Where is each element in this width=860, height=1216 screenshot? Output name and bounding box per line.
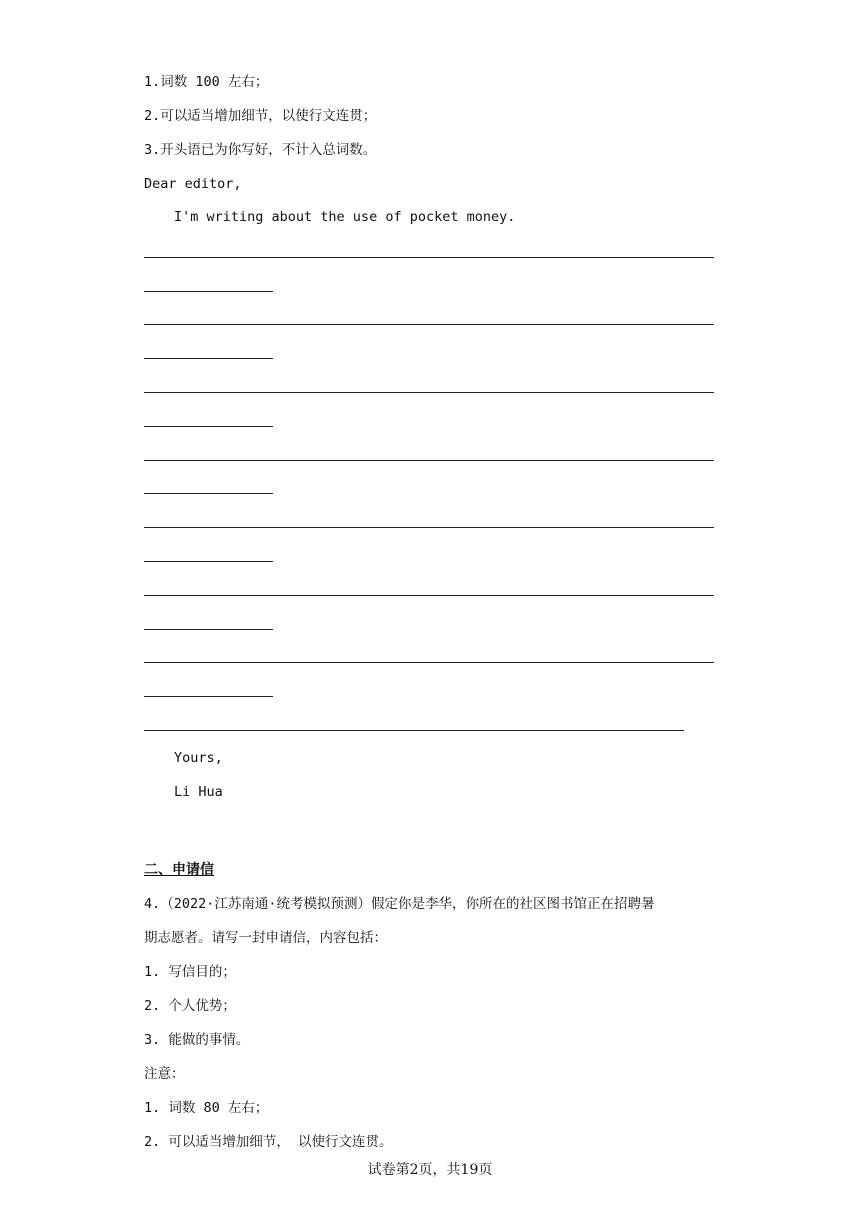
content-point-1: 1. 写信目的； — [144, 964, 236, 980]
question-text-line2: 期志愿者。请写一封申请信，内容包括： — [144, 930, 387, 946]
requirement-3: 3.开头语已为你写好，不计入总词数。 — [144, 142, 377, 158]
letter-closing: Yours, — [174, 750, 223, 766]
notes-label: 注意： — [144, 1066, 185, 1082]
answer-line[interactable] — [144, 493, 273, 494]
section-heading: 二、申请信 — [144, 862, 214, 878]
answer-line[interactable] — [144, 291, 273, 292]
answer-line[interactable] — [144, 595, 714, 596]
answer-line[interactable] — [144, 358, 273, 359]
question-text-line1: 4.（2022·江苏南通·统考模拟预测）假定你是李华，你所在的社区图书馆正在招聘暑 — [144, 896, 655, 912]
content-point-3: 3. 能做的事情。 — [144, 1032, 250, 1048]
answer-line[interactable] — [144, 730, 684, 731]
requirement-1: 1.词数 100 左右； — [144, 74, 269, 90]
answer-line[interactable] — [144, 696, 273, 697]
answer-line[interactable] — [144, 561, 273, 562]
answer-line[interactable] — [144, 527, 714, 528]
note-1: 1. 词数 80 左右； — [144, 1100, 269, 1116]
answer-line[interactable] — [144, 324, 714, 325]
requirement-2: 2.可以适当增加细节，以使行文连贯； — [144, 108, 377, 124]
answer-line[interactable] — [144, 629, 273, 630]
answer-line[interactable] — [144, 460, 714, 461]
answer-line[interactable] — [144, 662, 714, 663]
letter-salutation: Dear editor, — [144, 176, 242, 192]
letter-opening: I'm writing about the use of pocket money. — [174, 209, 516, 225]
answer-line[interactable] — [144, 257, 714, 258]
content-point-2: 2. 个人优势； — [144, 998, 236, 1014]
note-2: 2. 可以适当增加细节， 以使行文连贯。 — [144, 1134, 393, 1150]
answer-line[interactable] — [144, 392, 714, 393]
answer-line[interactable] — [144, 426, 273, 427]
page-footer: 试卷第2页，共19页 — [367, 1162, 493, 1178]
letter-signature: Li Hua — [174, 784, 223, 800]
